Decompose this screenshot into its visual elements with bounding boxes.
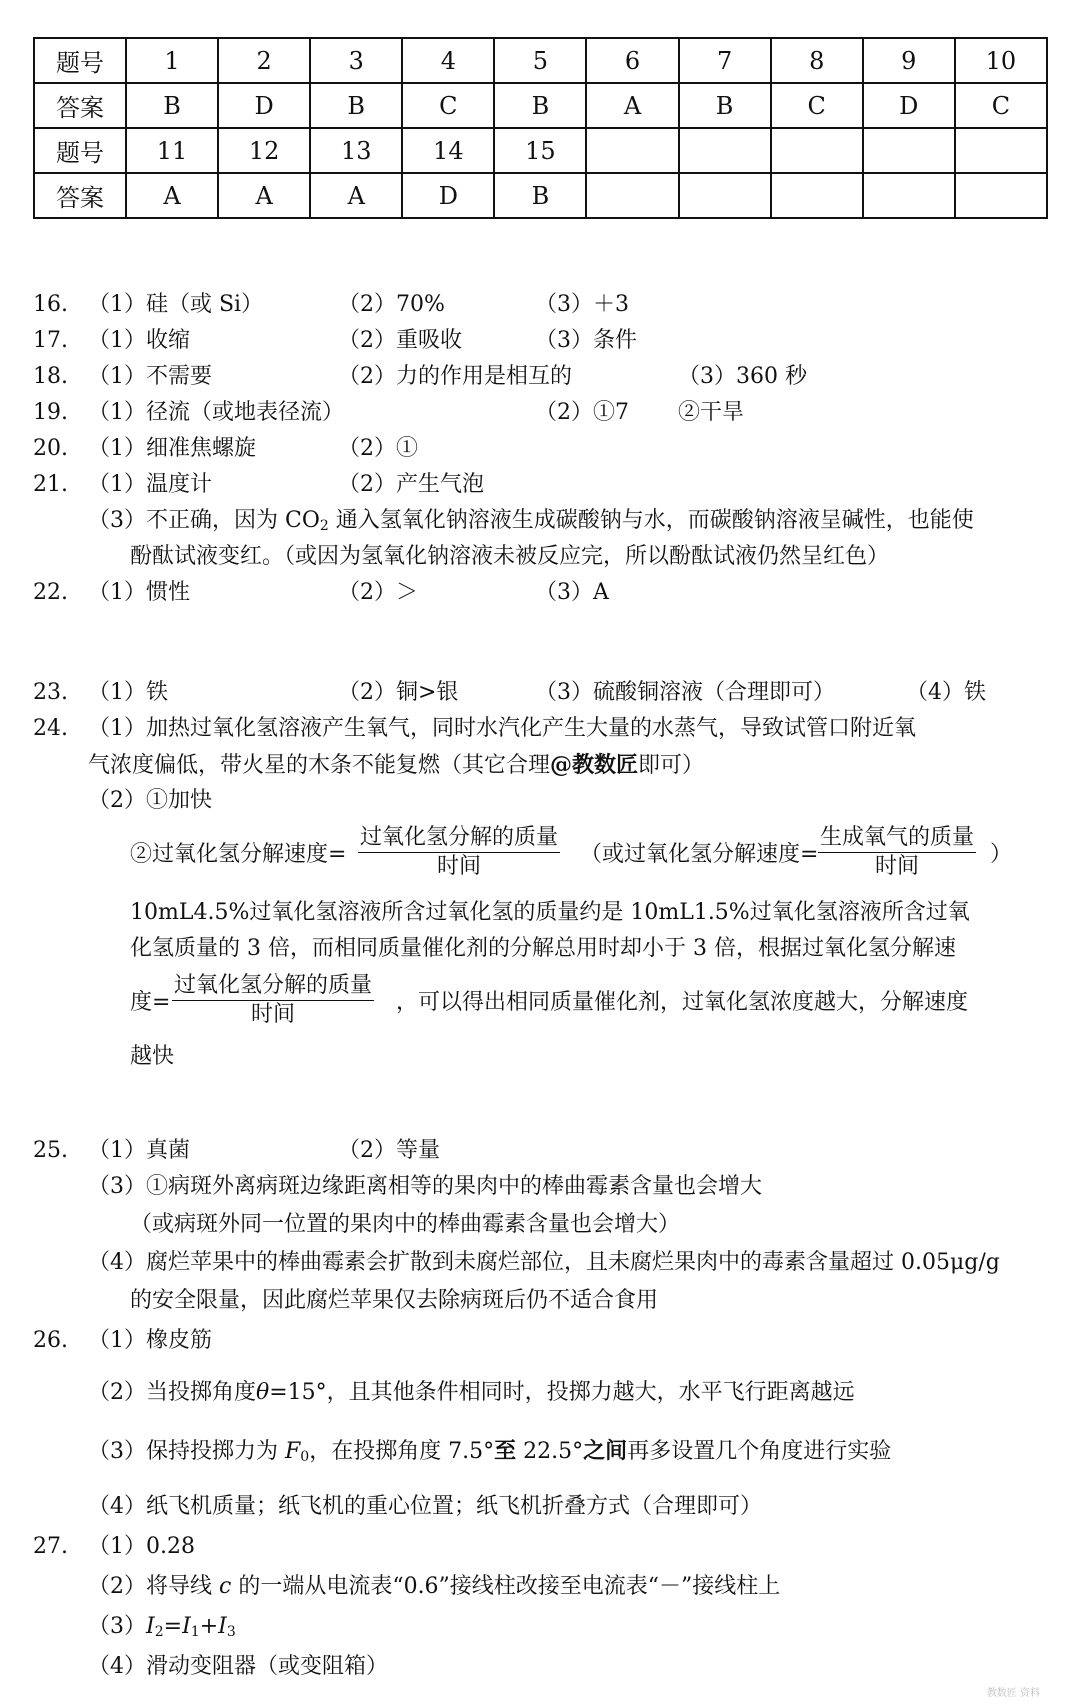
- formula-3-suffix: ，可以得出相同质量催化剂，过氧化氢浓度越大，分解速度: [396, 990, 969, 1015]
- part: （3）硫酸铜溶液（合理即可）: [535, 680, 835, 705]
- q-cell: 5: [494, 38, 586, 83]
- part: （2）70%: [338, 292, 445, 317]
- part: （1）真菌: [88, 1138, 190, 1163]
- text: （3）不正确，因为 CO: [88, 508, 320, 533]
- answer-row-2: [34, 173, 1047, 218]
- numerator: 生成氧气的质量: [818, 824, 976, 853]
- text: =15°，且其他条件相同时，投掷力越大，水平飞行距离越远: [269, 1380, 855, 1405]
- q-cell: 10: [955, 38, 1047, 83]
- q-cell: 6: [586, 38, 678, 83]
- question-number: 25.: [33, 1138, 68, 1163]
- row-label-question: 题号: [34, 128, 126, 173]
- a-cell: C: [771, 83, 863, 128]
- q-cell: [586, 128, 678, 173]
- question-number: 27.: [33, 1534, 68, 1559]
- fraction-2: [818, 824, 976, 881]
- a-cell: A: [126, 173, 218, 218]
- q-cell: 9: [863, 38, 955, 83]
- line: 10mL4.5%过氧化氢溶液所含过氧化氢的质量约是 10mL1.5%过氧化氢溶液所含过氧: [130, 900, 970, 925]
- watermark-text: @教数匠: [550, 752, 639, 778]
- subscript: 2: [319, 518, 329, 534]
- q-cell: 11: [126, 128, 218, 173]
- a-cell: D: [402, 173, 494, 218]
- text: （3）: [88, 1614, 146, 1639]
- text: 通入氢氧化钠溶液生成碳酸钠与水，而碳酸钠溶液呈碱性，也能使: [328, 508, 974, 533]
- line: （2）①加快: [88, 788, 212, 813]
- subscript: 0: [300, 1449, 310, 1465]
- a-cell: B: [494, 83, 586, 128]
- a-cell: A: [586, 83, 678, 128]
- fraction-1: [358, 824, 560, 881]
- text: 即可）: [638, 753, 705, 778]
- part: （2）重吸收: [338, 328, 462, 353]
- formula-2-suffix: ）: [990, 842, 1013, 867]
- part: （2）力的作用是相互的: [338, 364, 572, 389]
- q-cell: 8: [771, 38, 863, 83]
- question-number: 19.: [33, 400, 68, 425]
- question-number: 18.: [33, 364, 68, 389]
- formula-1-prefix: ②过氧化氢分解速度=: [130, 842, 347, 867]
- numerator: 过氧化氢分解的质量: [358, 824, 560, 853]
- a-cell: A: [218, 173, 310, 218]
- denominator: 时间: [437, 854, 482, 879]
- text: 之间: [583, 1438, 628, 1464]
- part: （2）①7: [535, 400, 629, 425]
- subscript: 1: [190, 1624, 200, 1640]
- question-number-row-1: [34, 38, 1047, 83]
- part: （3）360 秒: [678, 364, 807, 389]
- question-number-row-2: [34, 128, 1047, 173]
- formula-3-prefix: 度=: [130, 990, 171, 1015]
- denominator: 时间: [875, 854, 920, 879]
- part: （3）A: [535, 580, 609, 605]
- text: 至: [494, 1438, 517, 1464]
- current-symbol: I: [182, 1614, 191, 1639]
- text: =: [163, 1614, 183, 1639]
- part: （2）等量: [338, 1138, 440, 1163]
- text: （3）保持投掷力为: [88, 1439, 285, 1464]
- question-number: 20.: [33, 436, 68, 461]
- part: （1）温度计: [88, 472, 212, 497]
- q-cell: 15: [494, 128, 586, 173]
- question-number: 21.: [33, 472, 68, 497]
- line: [88, 1612, 236, 1647]
- row-label-answer: 答案: [34, 173, 126, 218]
- part: （1）径流（或地表径流）: [88, 400, 344, 425]
- part: （1）惯性: [88, 580, 190, 605]
- text: 气浓度偏低，带火星的木条不能复燃（其它合理: [88, 753, 551, 778]
- line: [88, 1378, 855, 1408]
- part: （2）＞: [338, 580, 418, 605]
- denominator: 时间: [251, 1002, 296, 1027]
- q-cell: [955, 128, 1047, 173]
- subscript: 3: [226, 1624, 236, 1640]
- a-cell: B: [310, 83, 402, 128]
- q-cell: 13: [310, 128, 402, 173]
- question-number: 22.: [33, 580, 68, 605]
- answer-key-table: [33, 37, 1048, 219]
- a-cell: D: [863, 83, 955, 128]
- text: （2）当投掷角度: [88, 1380, 256, 1405]
- theta-symbol: θ: [256, 1380, 270, 1405]
- text: 22.5°: [516, 1439, 584, 1464]
- part: （2）产生气泡: [338, 472, 484, 497]
- line: （4）腐烂苹果中的棒曲霉素会扩散到未腐烂部位，且未腐烂果肉中的毒素含量超过 0.05μg/g: [88, 1250, 1000, 1275]
- question-number: 24.: [33, 716, 68, 741]
- part-3-cont: 酚酞试液变红。（或因为氢氧化钠溶液未被反应完，所以酚酞试液仍然呈红色）: [130, 544, 890, 569]
- text: 的一端从电流表“0.6”接线柱改接至电流表“－”接线柱上: [231, 1574, 781, 1599]
- line: （4）纸飞机质量；纸飞机的重心位置；纸飞机折叠方式（合理即可）: [88, 1494, 762, 1519]
- line: （1）橡皮筋: [88, 1328, 212, 1353]
- a-cell: A: [310, 173, 402, 218]
- part: （1）铁: [88, 680, 168, 705]
- part: （4）铁: [906, 680, 986, 705]
- q-cell: 4: [402, 38, 494, 83]
- numerator: 过氧化氢分解的质量: [172, 972, 374, 1001]
- current-symbol: I: [218, 1614, 227, 1639]
- row-label-question: 题号: [34, 38, 126, 83]
- a-cell: D: [218, 83, 310, 128]
- answer-row-1: [34, 83, 1047, 128]
- a-cell: [863, 173, 955, 218]
- q-cell: [771, 128, 863, 173]
- part: （3）条件: [535, 328, 637, 353]
- line: （1）加热过氧化氢溶液产生氧气，同时水汽化产生大量的水蒸气，导致试管口附近氧: [88, 716, 916, 741]
- question-number: 23.: [33, 680, 68, 705]
- formula-2-prefix: （或过氧化氢分解速度=: [580, 842, 819, 867]
- line: （3）①病斑外离病斑边缘距离相等的果肉中的棒曲霉素含量也会增大: [88, 1174, 762, 1199]
- a-cell: B: [679, 83, 771, 128]
- fraction-3: [172, 972, 374, 1029]
- q-cell: 7: [679, 38, 771, 83]
- line: 越快: [130, 1044, 175, 1069]
- line: （或病斑外同一位置的果肉中的棒曲霉素含量也会增大）: [130, 1212, 681, 1237]
- line: 的安全限量，因此腐烂苹果仅去除病斑后仍不适合食用: [130, 1288, 659, 1313]
- watermark: 教数匠 资料: [986, 1688, 1040, 1699]
- a-cell: C: [955, 83, 1047, 128]
- part: （1）收缩: [88, 328, 190, 353]
- q-cell: 1: [126, 38, 218, 83]
- question-number: 17.: [33, 328, 68, 353]
- question-number: 16.: [33, 292, 68, 317]
- part: （2）铜>银: [338, 680, 459, 705]
- q-cell: 12: [218, 128, 310, 173]
- line: 化氢质量的 3 倍，而相同质量催化剂的分解总用时却小于 3 倍，根据过氧化氢分解速: [130, 936, 956, 961]
- force-symbol: F: [285, 1439, 301, 1464]
- a-cell: C: [402, 83, 494, 128]
- part: ②干旱: [678, 400, 745, 425]
- line: （1）0.28: [88, 1534, 195, 1559]
- text: 再多设置几个角度进行实验: [627, 1439, 892, 1464]
- line: （4）滑动变阻器（或变阻箱）: [88, 1654, 388, 1679]
- q-cell: 3: [310, 38, 402, 83]
- part: （3）＋3: [535, 292, 629, 317]
- current-symbol: I: [146, 1614, 155, 1639]
- q-cell: [863, 128, 955, 173]
- a-cell: B: [494, 173, 586, 218]
- text: （2）将导线: [88, 1574, 219, 1599]
- text: ，在投掷角度 7.5°: [309, 1439, 495, 1464]
- part-3: [88, 506, 974, 541]
- q-cell: 14: [402, 128, 494, 173]
- a-cell: [586, 173, 678, 218]
- part: （2）①: [338, 436, 418, 461]
- row-label-answer: 答案: [34, 83, 126, 128]
- q-cell: [679, 128, 771, 173]
- part: （1）硅（或 Si）: [88, 292, 264, 317]
- line: [88, 750, 704, 781]
- wire-symbol: c: [219, 1574, 232, 1599]
- text: +: [199, 1614, 219, 1639]
- a-cell: B: [126, 83, 218, 128]
- subscript: 2: [154, 1624, 164, 1640]
- line: [88, 1436, 891, 1472]
- q-cell: 2: [218, 38, 310, 83]
- part: （1）细准焦螺旋: [88, 436, 256, 461]
- line: [88, 1572, 780, 1602]
- question-number: 26.: [33, 1328, 68, 1353]
- a-cell: [679, 173, 771, 218]
- a-cell: [771, 173, 863, 218]
- part: （1）不需要: [88, 364, 212, 389]
- a-cell: [955, 173, 1047, 218]
